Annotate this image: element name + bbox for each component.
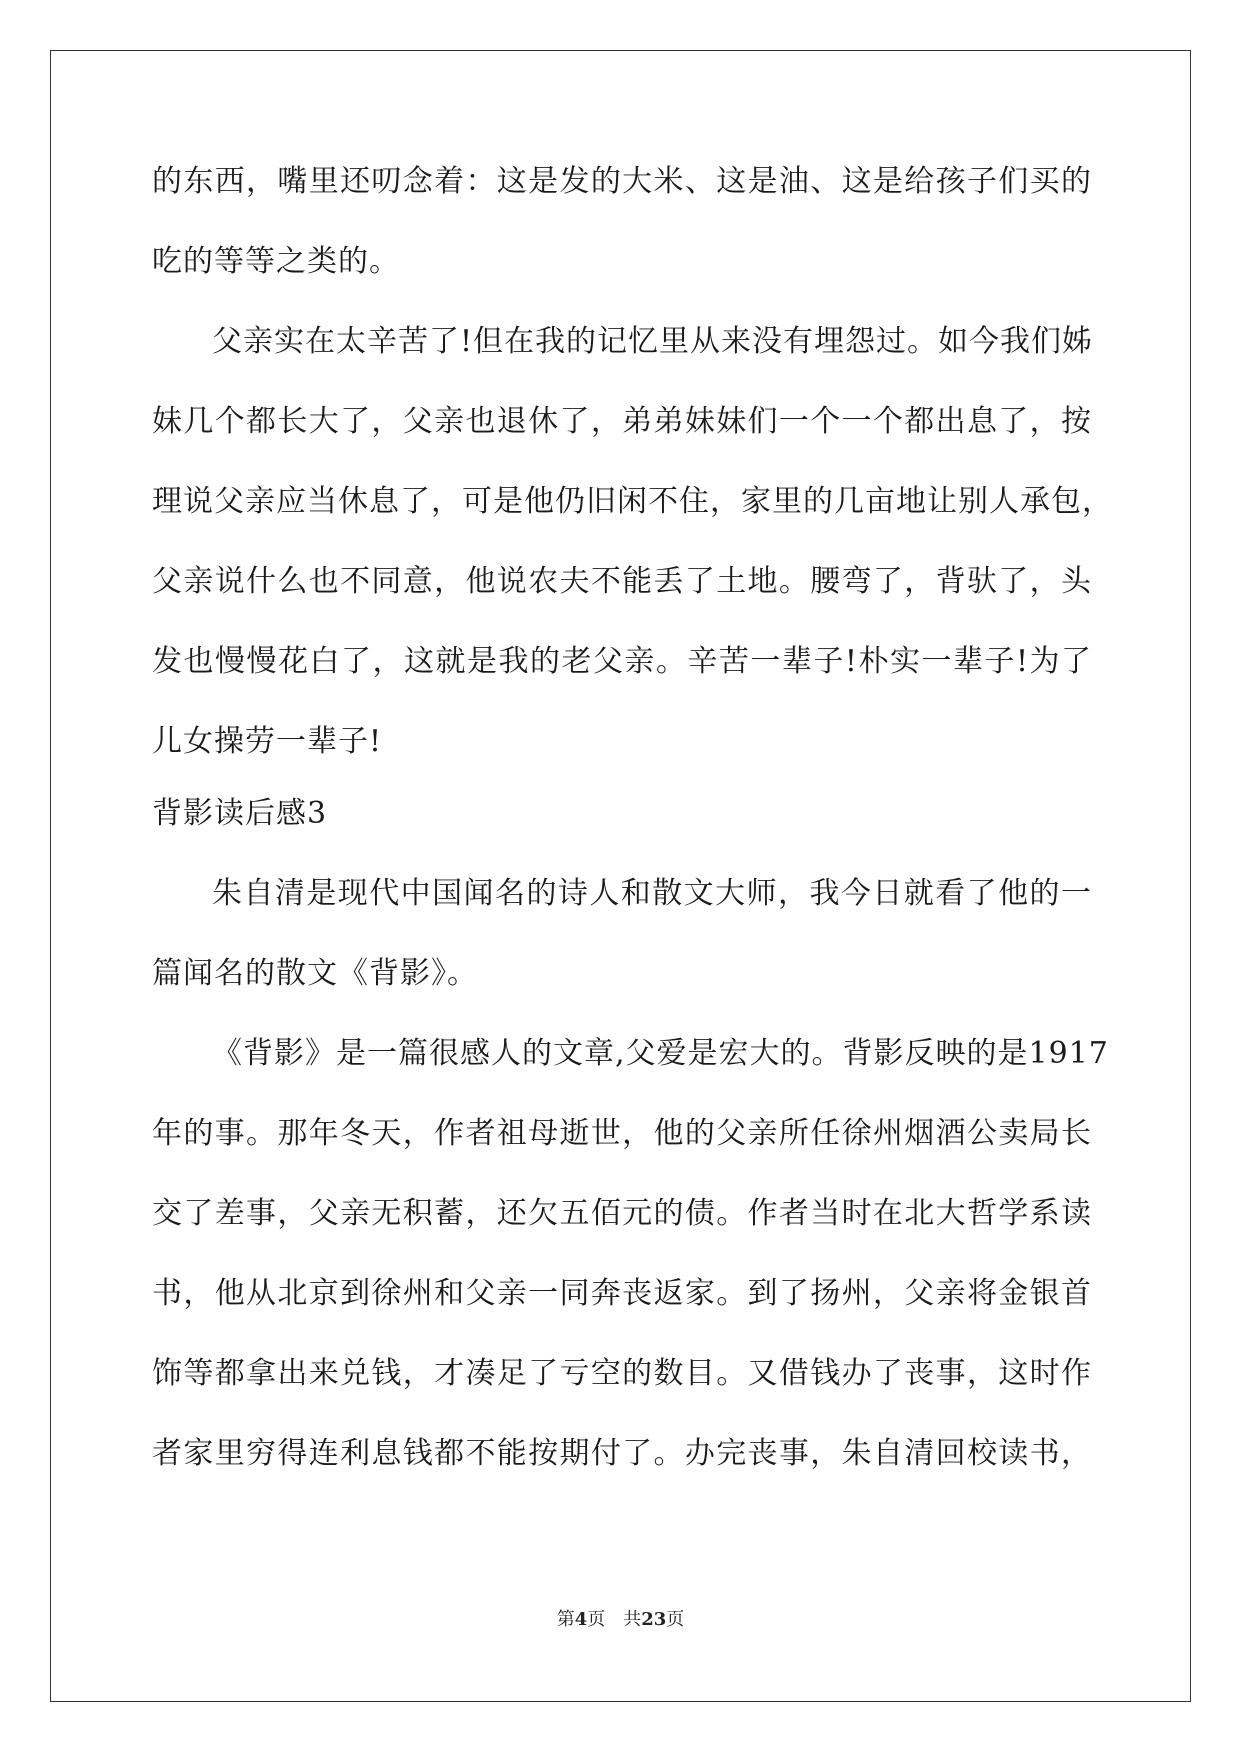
page-footer bbox=[0, 1605, 1241, 1631]
paragraph-line: 儿女操劳一辈子! bbox=[152, 724, 383, 759]
paragraph-line: 朱自清是现代中国闻名的诗人和散文大师，我今日就看了他的一 bbox=[212, 876, 1092, 911]
paragraph-line: 的东西，嘴里还叨念着：这是发的大米、这是油、这是给孩子们买的 bbox=[152, 164, 1092, 199]
paragraph-line: 者家里穷得连利息钱都不能按期付了。办完丧事，朱自清回校读书， bbox=[152, 1436, 1092, 1471]
paragraph-line: 妹几个都长大了，父亲也退休了，弟弟妹妹们一个一个都出息了，按 bbox=[152, 404, 1092, 439]
footer-middle: 页 共 bbox=[587, 1609, 642, 1630]
paragraph-line: 书，他从北京到徐州和父亲一同奔丧返家。到了扬州，父亲将金银首 bbox=[152, 1276, 1092, 1311]
paragraph-line: 年的事。那年冬天，作者祖母逝世，他的父亲所任徐州烟酒公卖局长 bbox=[152, 1116, 1092, 1151]
paragraph-line: 篇闻名的散文《背影》。 bbox=[152, 956, 478, 991]
paragraph-line: 饰等都拿出来兑钱，才凑足了亏空的数目。又借钱办了丧事，这时作 bbox=[152, 1356, 1092, 1391]
current-page-number: 4 bbox=[574, 1609, 588, 1630]
paragraph-line: 《背影》是一篇很感人的文章,父爱是宏大的。背影反映的是1917 bbox=[212, 1036, 1109, 1071]
paragraph-line: 发也慢慢花白了，这就是我的老父亲。辛苦一辈子!朴实一辈子!为了 bbox=[152, 644, 1092, 679]
section-heading: 背影读后感3 bbox=[152, 796, 328, 831]
footer-suffix: 页 bbox=[666, 1609, 685, 1630]
paragraph-line: 交了差事，父亲无积蓄，还欠五佰元的债。作者当时在北大哲学系读 bbox=[152, 1196, 1092, 1231]
document-body bbox=[152, 162, 1113, 1514]
paragraph-line: 父亲说什么也不同意，他说农夫不能丢了土地。腰弯了，背驮了，头 bbox=[152, 564, 1092, 599]
footer-prefix: 第 bbox=[556, 1609, 575, 1630]
total-pages-number: 23 bbox=[641, 1609, 667, 1630]
paragraph-line: 父亲实在太辛苦了!但在我的记忆里从来没有埋怨过。如今我们姊 bbox=[212, 324, 1094, 359]
paragraph-line: 理说父亲应当休息了，可是他仍旧闲不住，家里的几亩地让别人承包， bbox=[152, 484, 1113, 519]
paragraph-line: 吃的等等之类的。 bbox=[152, 244, 400, 279]
